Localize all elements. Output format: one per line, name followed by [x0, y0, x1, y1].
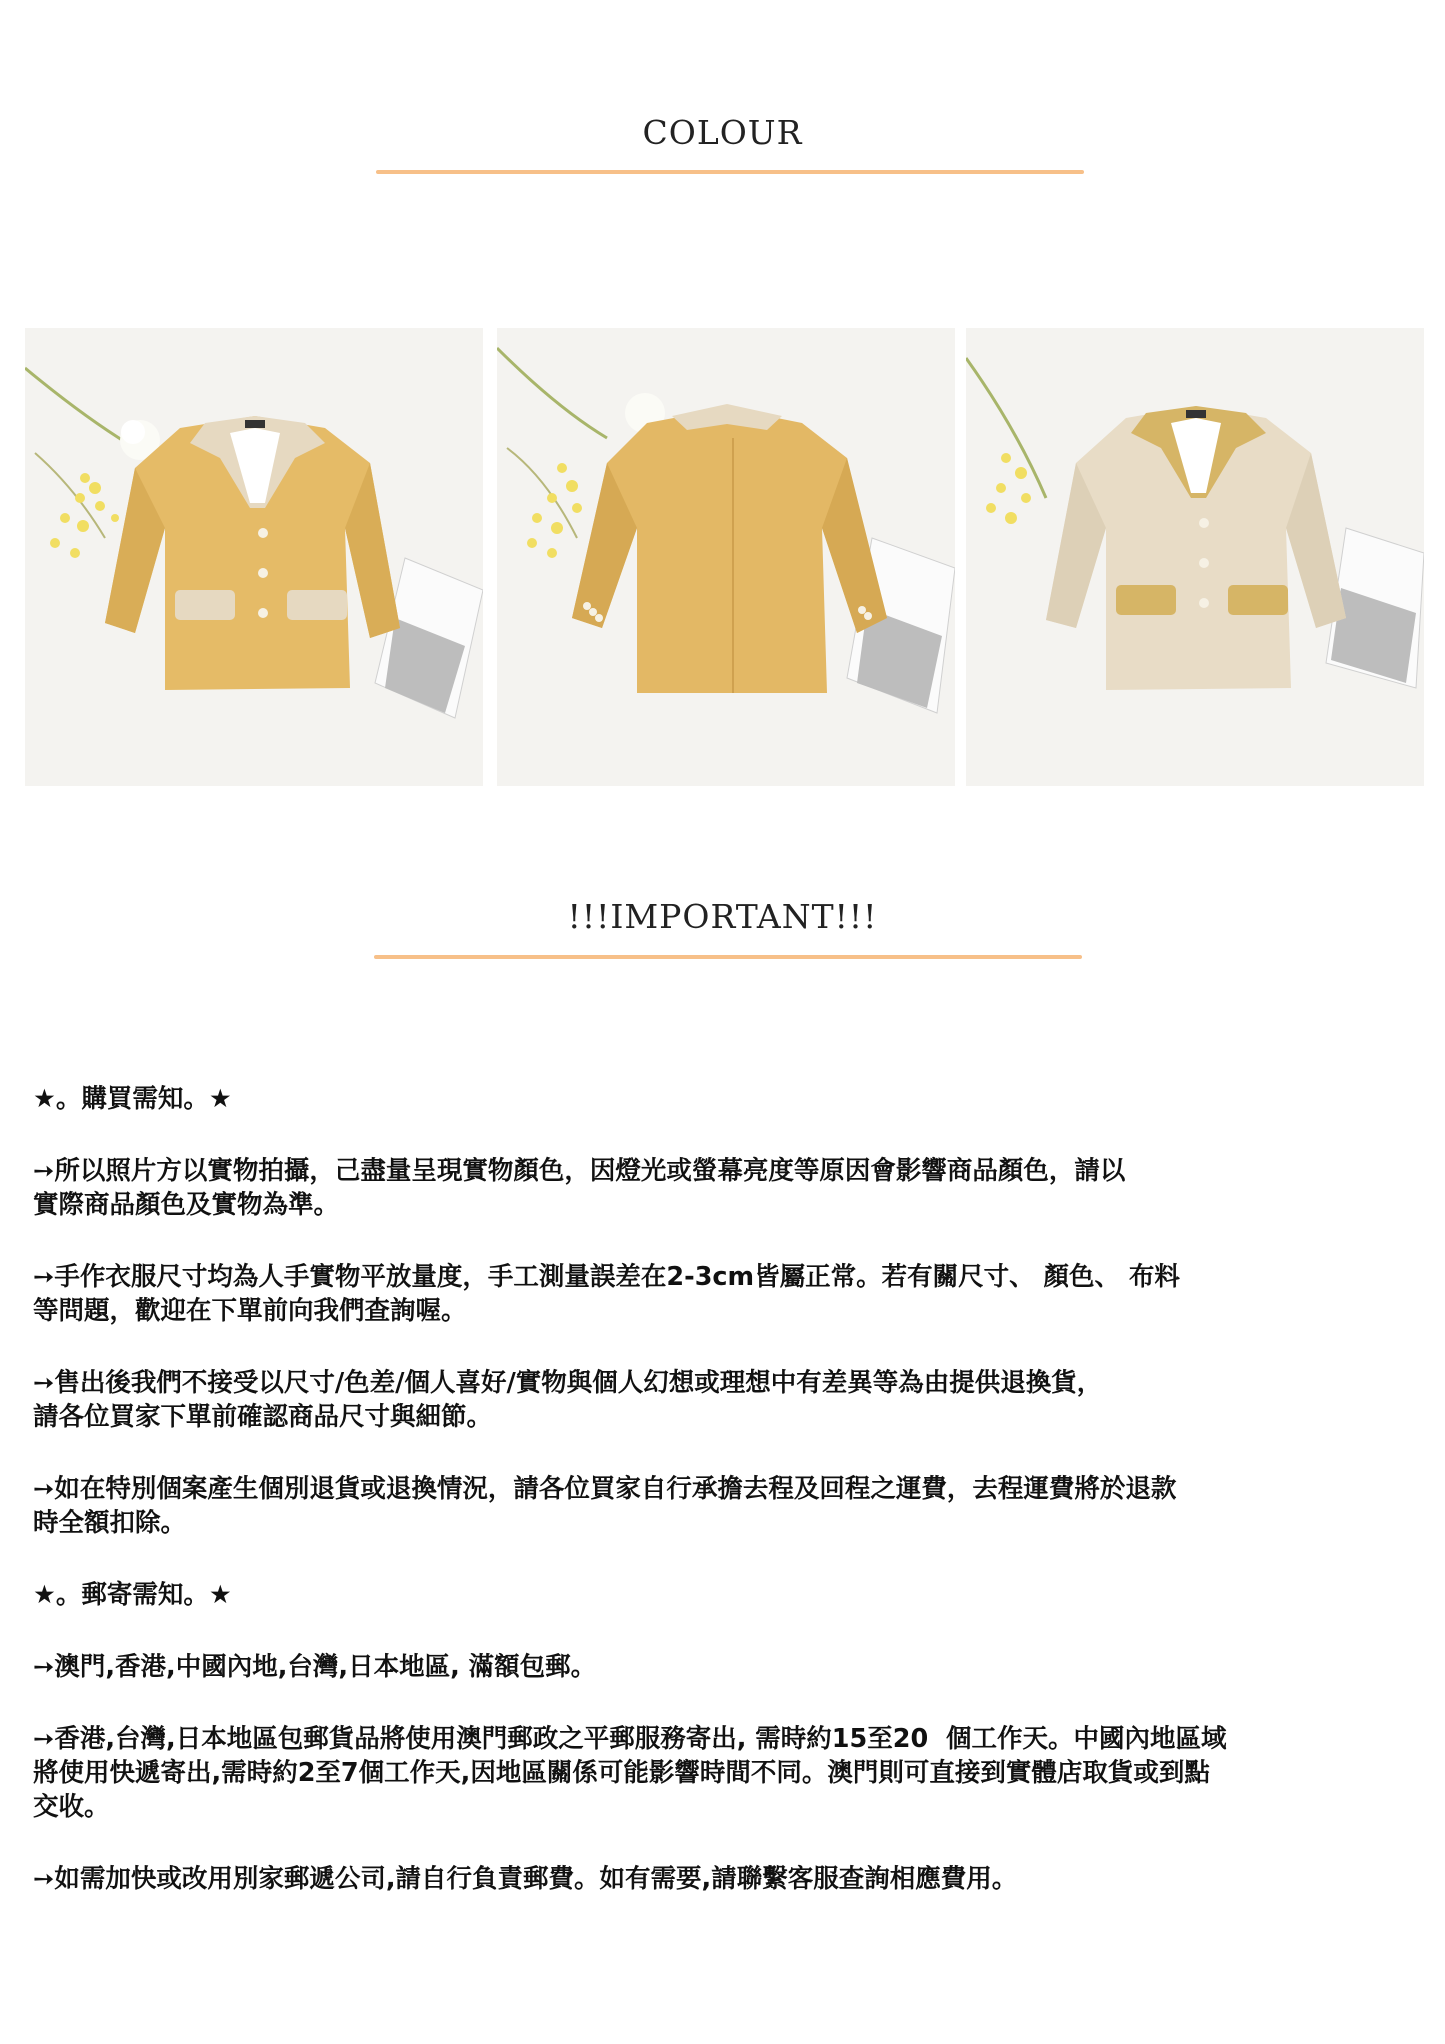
product-photo-beige-front[interactable] — [966, 328, 1424, 786]
purchase-note-1: ➙所以照片方以實物拍攝，己盡量呈現實物顏色，因燈光或螢幕亮度等原因會影響商品顏色，請以 實際商品顏色及實物為準。 — [33, 1156, 1126, 1220]
shipping-note-3: ➙如需加快或改用別家郵遞公司,請自行負責郵費。如有需要,請聯繫客服查詢相應費用。 — [33, 1864, 1018, 1894]
shipping-note-1: ➙澳門,香港,中國內地,台灣,日本地區, 滿額包郵。 — [33, 1652, 597, 1682]
shipping-notice-heading: ★。郵寄需知。★ — [33, 1580, 232, 1610]
product-photo-mustard-back[interactable] — [497, 328, 955, 786]
shipping-note-2: ➙香港,台灣,日本地區包郵貨品將使用澳門郵政之平郵服務寄出, 需時約15至20 個工作天。中國內地區域 將使用快遞寄出,需時約2至7個工作天,因地區關係可能影響時間不同。澳門則可直接到實體店取貨或到點 交收。 — [33, 1724, 1227, 1822]
mustard-jacket-back-image — [497, 328, 955, 786]
purchase-notice-heading: ★。購買需知。★ — [33, 1084, 232, 1114]
purchase-note-3: ➙售出後我們不接受以尺寸/色差/個人喜好/實物與個人幻想或理想中有差異等為由提供退換貨， 請各位買家下單前確認商品尺寸與細節。 — [33, 1368, 1103, 1432]
purchase-note-4: ➙如在特別個案產生個別退貨或退換情況，請各位買家自行承擔去程及回程之運費，去程運費將於退款 時全額扣除。 — [33, 1474, 1177, 1538]
beige-jacket-front-image — [966, 328, 1424, 786]
mustard-jacket-front-image — [25, 328, 483, 786]
product-photo-mustard-front[interactable] — [25, 328, 483, 786]
colour-section-title: COLOUR — [642, 113, 803, 152]
important-section-title: !!!IMPORTANT!!! — [567, 897, 878, 936]
purchase-and-shipping-notes — [33, 1082, 1428, 1934]
colour-title-underline — [376, 170, 1084, 174]
purchase-note-2: ➙手作衣服尺寸均為人手實物平放量度，手工測量誤差在2-3cm皆屬正常。若有關尺寸、 顏色、 布料 等問題，歡迎在下單前向我們查詢喔。 — [33, 1262, 1180, 1326]
important-title-underline — [374, 955, 1082, 959]
